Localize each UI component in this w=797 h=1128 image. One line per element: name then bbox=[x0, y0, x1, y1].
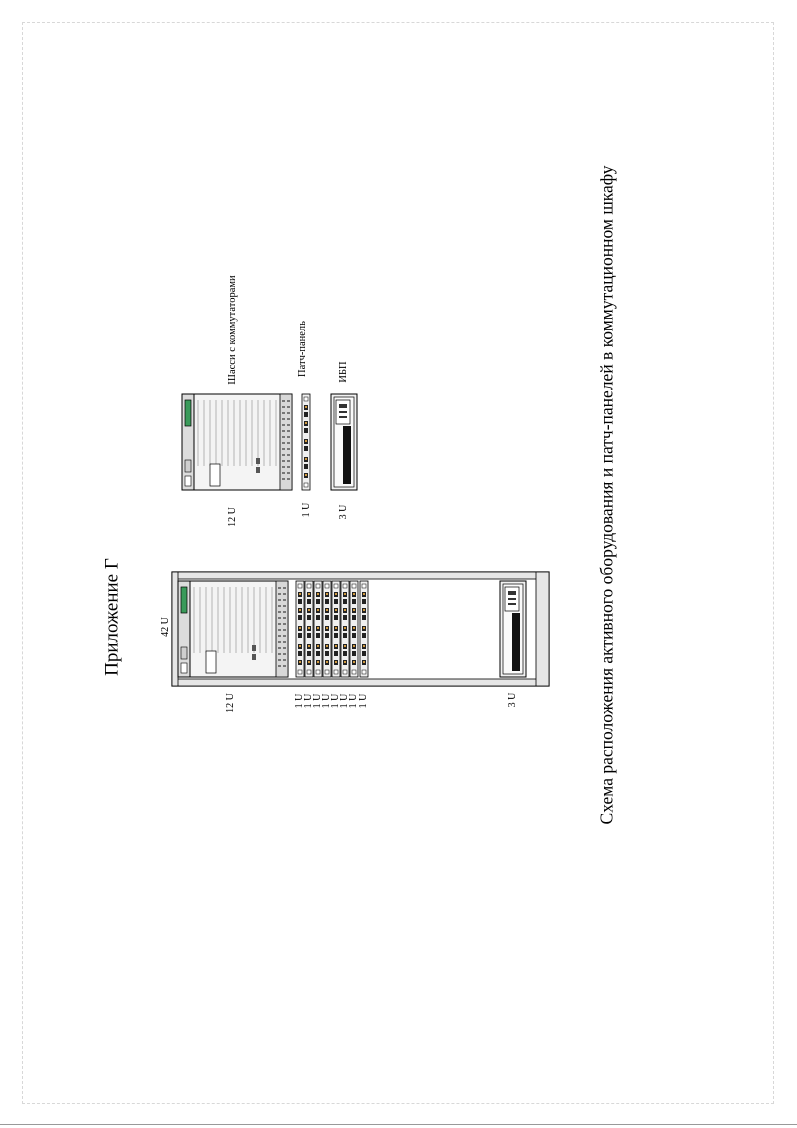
cabinet-patch-panel-7 bbox=[350, 581, 358, 677]
cabinet-patch-u-2: 1 U bbox=[303, 693, 314, 709]
legend-chassis-label: Шасси с коммутаторами bbox=[226, 275, 238, 385]
cabinet-patch-panel-8 bbox=[360, 581, 368, 677]
cabinet-patch-u-5: 1 U bbox=[330, 693, 341, 709]
cabinet-patch-u-3: 1 U bbox=[312, 693, 323, 709]
cabinet-ups-u: 3 U bbox=[507, 692, 518, 708]
cabinet-patch-panel-1 bbox=[296, 581, 304, 677]
cabinet-patch-u-8: 1 U bbox=[358, 693, 369, 709]
cabinet-size-label: 42 U bbox=[160, 617, 171, 637]
cabinet-chassis-u: 12 U bbox=[225, 693, 236, 713]
legend-ups-u: 3 U bbox=[338, 504, 349, 520]
legend-chassis-u: 12 U bbox=[227, 507, 238, 527]
cabinet-patch-panel-4 bbox=[323, 581, 331, 677]
cabinet-patch-panel-2 bbox=[305, 581, 313, 677]
cabinet-patch-u-1: 1 U bbox=[294, 693, 305, 709]
legend-ups-label: ИБП bbox=[337, 361, 349, 383]
legend-patch-label: Патч-панель bbox=[296, 321, 308, 377]
appendix-title: Приложение Г bbox=[101, 558, 123, 676]
cabinet-patch-u-4: 1 U bbox=[321, 693, 332, 709]
cabinet-ups bbox=[500, 581, 526, 677]
figure-caption: Схема расположения активного оборудования и патч-панелей в коммутационном шкафу bbox=[596, 165, 617, 825]
legend-ups bbox=[331, 394, 357, 490]
cabinet-patch-u-7: 1 U bbox=[348, 693, 359, 709]
legend-patch-panel bbox=[302, 394, 310, 490]
legend-patch-u: 1 U bbox=[301, 502, 312, 518]
legend-chassis bbox=[182, 394, 292, 490]
cabinet-patch-panel-5 bbox=[332, 581, 340, 677]
cabinet-patch-panel-3 bbox=[314, 581, 322, 677]
cabinet bbox=[172, 572, 549, 686]
cabinet-patch-u-6: 1 U bbox=[339, 693, 350, 709]
cabinet-chassis bbox=[178, 581, 288, 677]
cabinet-patch-panel-6 bbox=[341, 581, 349, 677]
